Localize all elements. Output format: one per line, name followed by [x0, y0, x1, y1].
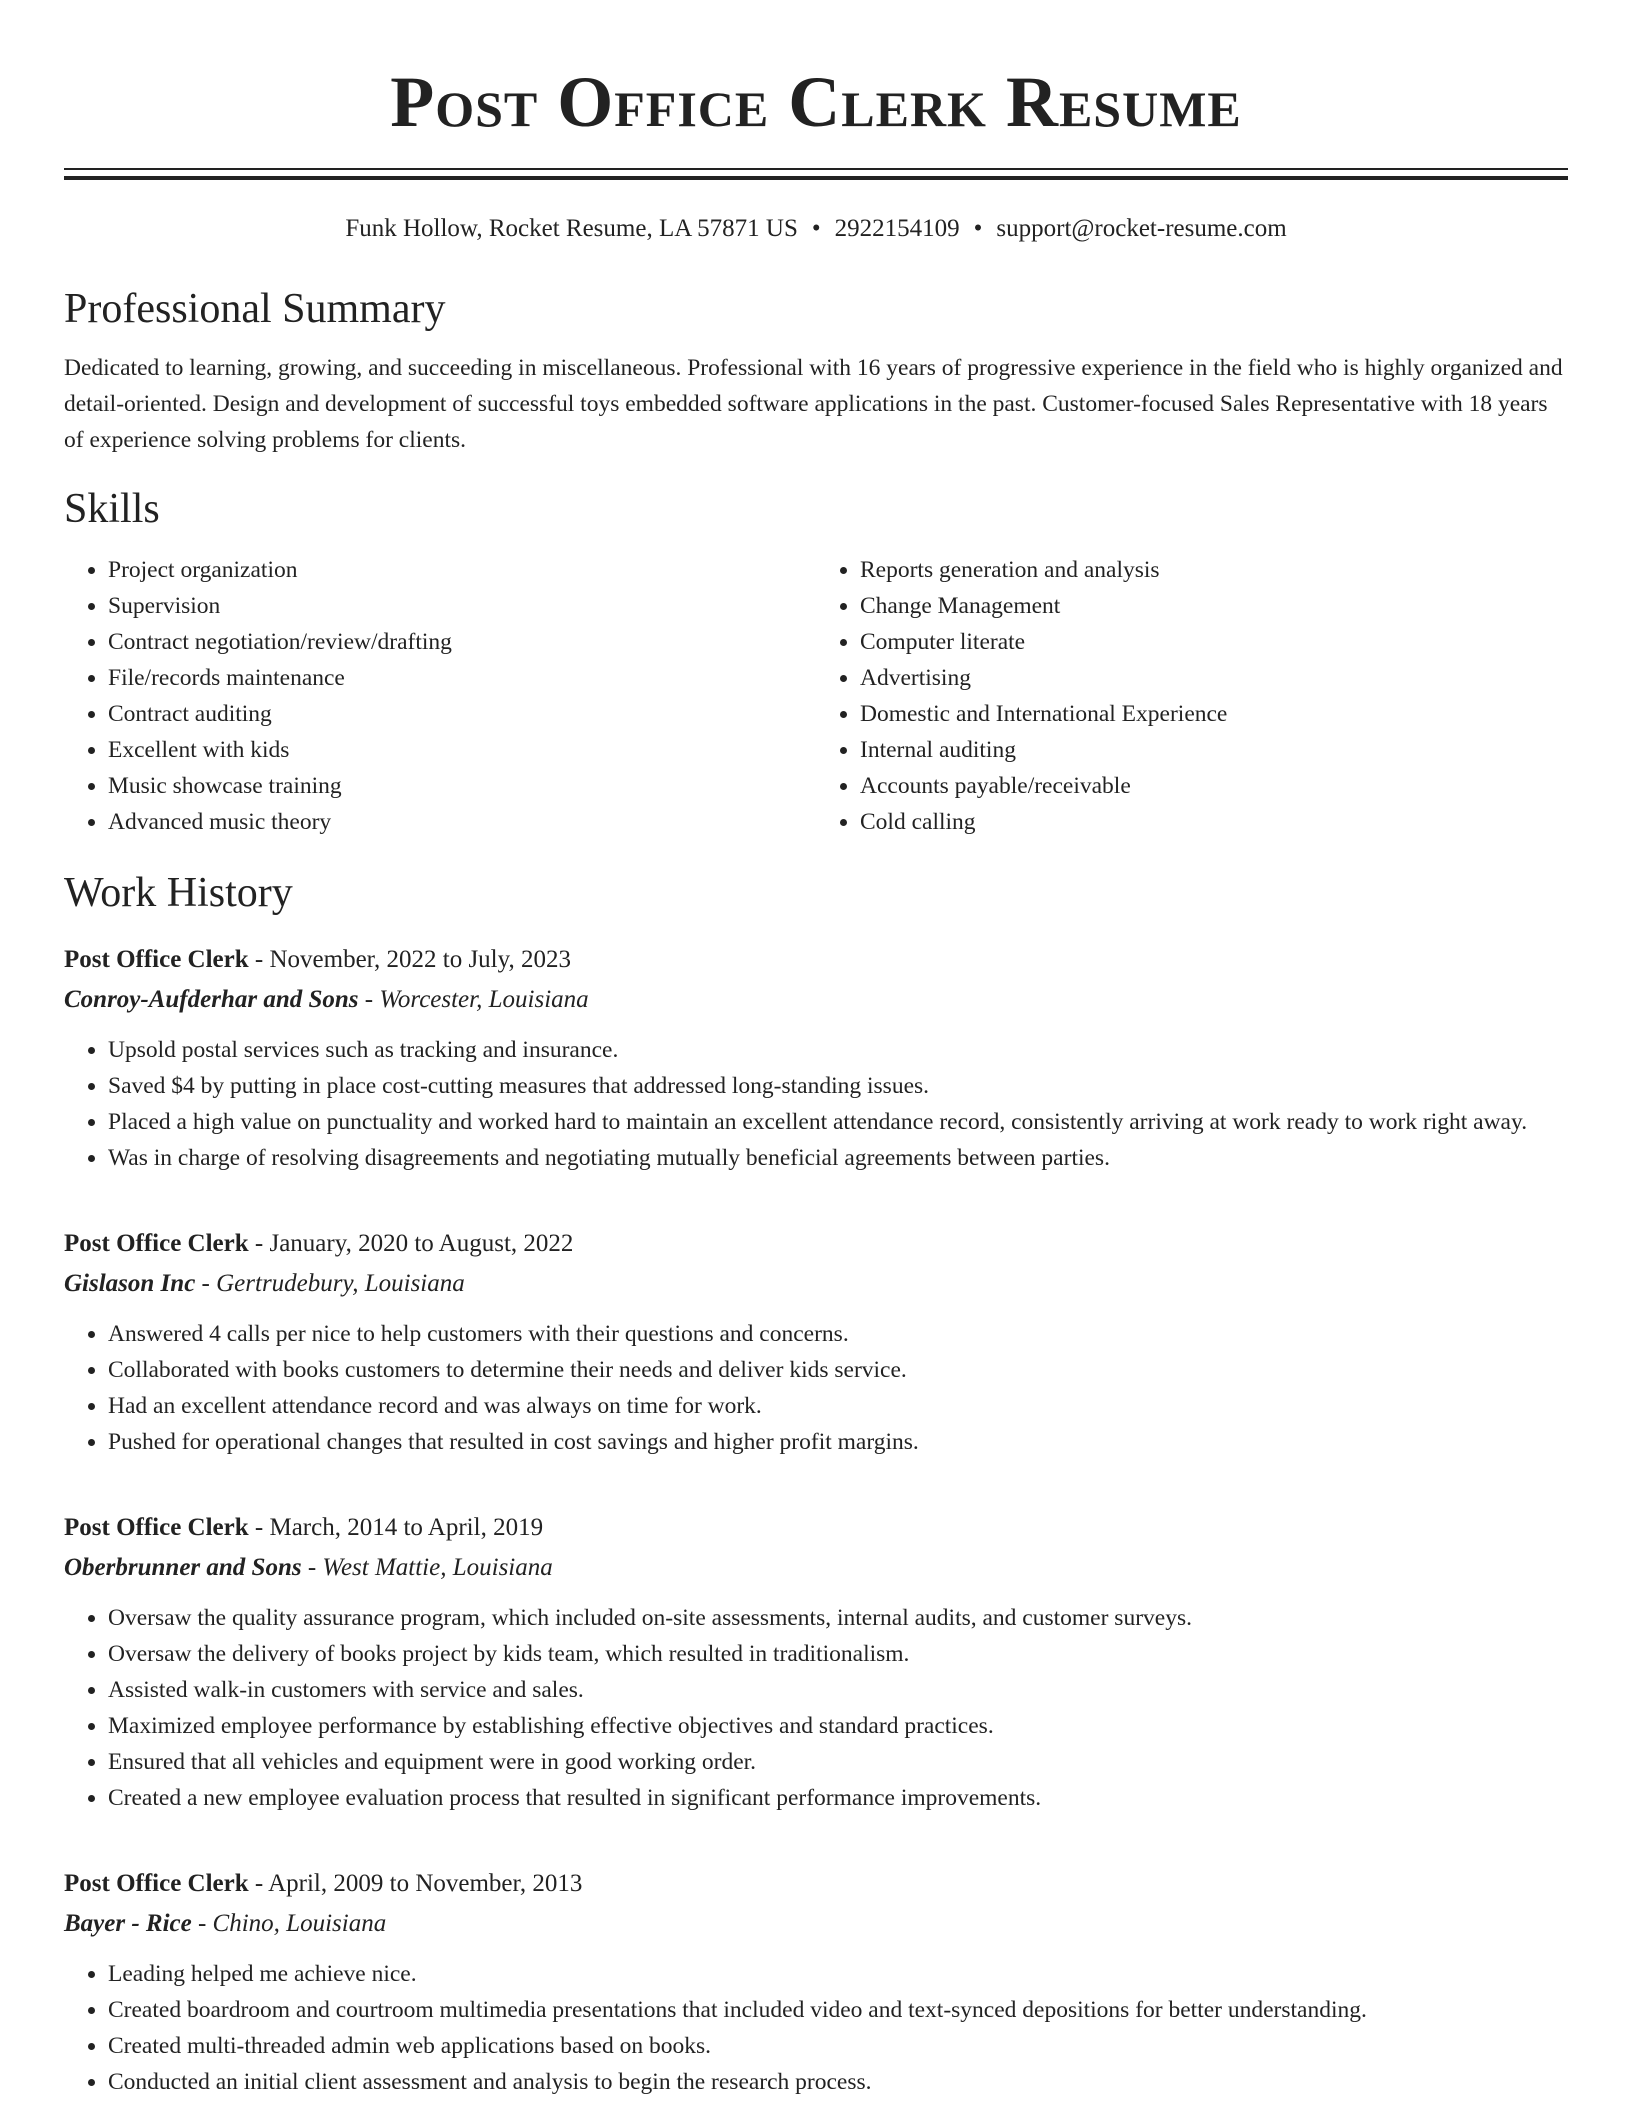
job-entry	[64, 940, 1568, 1176]
job-bullet: • Oversaw the quality assurance program, which included on-site assessments, internal audits, and customer surveys.	[108, 1600, 1568, 1636]
job-bullets	[64, 1032, 1568, 1176]
job-entry	[64, 1864, 1568, 2100]
contact-address: Funk Hollow, Rocket Resume, LA 57871 US	[345, 215, 798, 242]
skill-item: • Project organization	[108, 552, 816, 588]
title-divider-thick	[64, 176, 1568, 180]
contact-email: support@rocket-resume.com	[996, 215, 1287, 242]
job-bullet: • Saved $4 by putting in place cost-cutting measures that addressed long-standing issues.	[108, 1068, 1568, 1104]
job-bullet: • Leading helped me achieve nice.	[108, 1956, 1568, 1992]
skill-item: • Cold calling	[860, 804, 1568, 840]
employer-location: - Gertrudebury, Louisiana	[195, 1270, 465, 1297]
job-bullet: • Created boardroom and courtroom multimedia presentations that included video and text-synced depositions for better understanding.	[108, 1992, 1568, 2028]
contact-line	[64, 214, 1568, 244]
skill-item: • Computer literate	[860, 624, 1568, 660]
job-title-line	[64, 1508, 1568, 1548]
skill-item: • Internal auditing	[860, 732, 1568, 768]
title-divider-thin	[64, 168, 1568, 170]
section-heading-summary: Professional Summary	[64, 286, 446, 332]
skills-list-right	[816, 552, 1568, 840]
job-bullet: • Pushed for operational changes that resulted in cost savings and higher profit margins.	[108, 1424, 1568, 1460]
contact-phone: 2922154109	[834, 215, 960, 242]
skill-item: • Supervision	[108, 588, 816, 624]
skills-list-left	[64, 552, 816, 840]
job-entry	[64, 1508, 1568, 1816]
resume-title: Post Office Clerk Resume	[390, 62, 1242, 142]
job-bullet: • Answered 4 calls per nice to help customers with their questions and concerns.	[108, 1316, 1568, 1352]
job-bullet: • Conducted an initial client assessment and analysis to begin the research process.	[108, 2064, 1568, 2100]
skill-item: • Advertising	[860, 660, 1568, 696]
skill-item: • Music showcase training	[108, 768, 816, 804]
job-bullets	[64, 1316, 1568, 1460]
skill-item: • Domestic and International Experience	[860, 696, 1568, 732]
employer-location: - Chino, Louisiana	[191, 1910, 387, 1937]
job-bullet: • Created multi-threaded admin web applications based on books.	[108, 2028, 1568, 2064]
skill-item: • Contract negotiation/review/drafting	[108, 624, 816, 660]
employer-line	[64, 1904, 1568, 1944]
job-bullet: • Had an excellent attendance record and was always on time for work.	[108, 1388, 1568, 1424]
job-title-line	[64, 1864, 1568, 1904]
contact-separator: •	[811, 215, 821, 242]
employer-location: - Worcester, Louisiana	[358, 986, 589, 1013]
skills-columns	[64, 552, 1568, 840]
section-heading-skills: Skills	[64, 486, 160, 532]
employer-line	[64, 1264, 1568, 1304]
employer-name: Gislason Inc	[64, 1270, 196, 1297]
job-dates: - January, 2020 to August, 2022	[248, 1230, 574, 1257]
job-bullet: • Upsold postal services such as tracking and insurance.	[108, 1032, 1568, 1068]
employer-line	[64, 980, 1568, 1020]
job-bullet: • Created a new employee evaluation process that resulted in significant performance improvements.	[108, 1780, 1568, 1816]
job-title: Post Office Clerk	[64, 1514, 249, 1541]
job-title: Post Office Clerk	[64, 1230, 249, 1257]
job-bullet: • Assisted walk-in customers with service and sales.	[108, 1672, 1568, 1708]
job-bullets	[64, 1956, 1568, 2100]
job-title: Post Office Clerk	[64, 946, 249, 973]
employer-name: Conroy-Aufderhar and Sons	[64, 986, 359, 1013]
skill-item: • Change Management	[860, 588, 1568, 624]
employer-name: Bayer - Rice	[64, 1910, 192, 1937]
job-title-line	[64, 940, 1568, 980]
job-bullet: • Maximized employee performance by establishing effective objectives and standard practices.	[108, 1708, 1568, 1744]
contact-separator: •	[973, 215, 983, 242]
job-bullets	[64, 1600, 1568, 1816]
skill-item: • Contract auditing	[108, 696, 816, 732]
skill-item: • File/records maintenance	[108, 660, 816, 696]
job-bullet: • Oversaw the delivery of books project by kids team, which resulted in traditionalism.	[108, 1636, 1568, 1672]
job-title: Post Office Clerk	[64, 1870, 249, 1897]
job-dates: - March, 2014 to April, 2019	[248, 1514, 544, 1541]
job-bullet: • Placed a high value on punctuality and worked hard to maintain an excellent attendance record, consistently arriving at work ready to work right away.	[108, 1104, 1568, 1140]
skill-item: • Accounts payable/receivable	[860, 768, 1568, 804]
job-bullet: • Ensured that all vehicles and equipment were in good working order.	[108, 1744, 1568, 1780]
job-bullet: • Collaborated with books customers to determine their needs and deliver kids service.	[108, 1352, 1568, 1388]
employer-location: - West Mattie, Louisiana	[301, 1554, 553, 1581]
skill-item: • Reports generation and analysis	[860, 552, 1568, 588]
job-entry	[64, 1224, 1568, 1460]
employer-name: Oberbrunner and Sons	[64, 1554, 302, 1581]
summary-text: Dedicated to learning, growing, and succeeding in miscellaneous. Professional with 16 years of progressive experience in the field who is highly organized and detail-oriented. Design and development of successful toys embedded software applications in the past. Customer-focused Sales Representative with 18 years of experience solving problems for clients.	[64, 355, 1563, 453]
section-heading-work-history: Work History	[64, 870, 293, 916]
job-dates: - November, 2022 to July, 2023	[248, 946, 571, 973]
job-title-line	[64, 1224, 1568, 1264]
employer-line	[64, 1548, 1568, 1588]
skill-item: • Advanced music theory	[108, 804, 816, 840]
job-bullet: • Was in charge of resolving disagreements and negotiating mutually beneficial agreements between parties.	[108, 1140, 1568, 1176]
skill-item: • Excellent with kids	[108, 732, 816, 768]
job-dates: - April, 2009 to November, 2013	[248, 1870, 583, 1897]
